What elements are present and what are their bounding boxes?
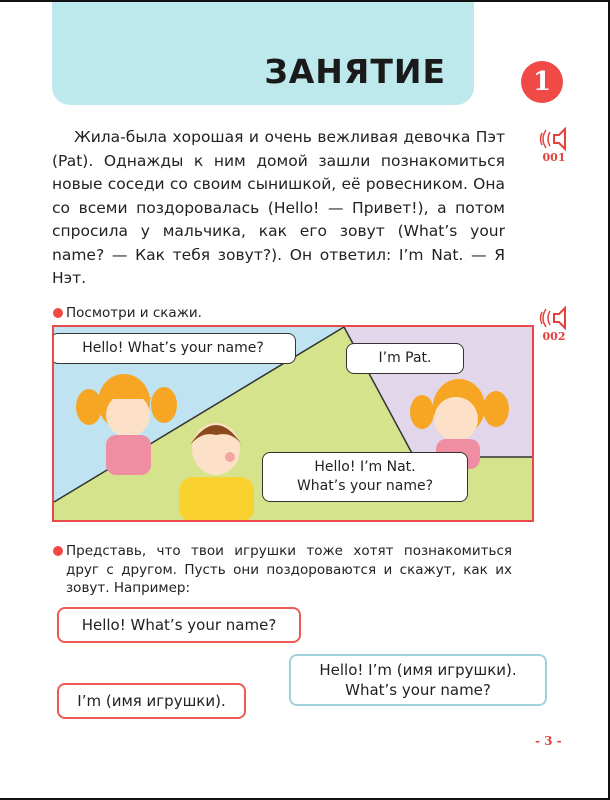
audio-button-002[interactable]: [534, 306, 574, 343]
speech-bubble: [52, 333, 296, 364]
bubble-text: Hello! I’m Nat.: [314, 459, 416, 475]
bubble-text: Hello! I’m (имя игрушки).: [319, 661, 517, 679]
bubble-text: I’m Pat.: [378, 350, 432, 366]
bubble-text: Hello! What’s your name?: [82, 340, 264, 356]
bubble-text: I’m (имя игрушки).: [77, 692, 226, 710]
bubble-text: Hello! What’s your name?: [81, 616, 277, 634]
lesson-header: [52, 0, 474, 105]
lesson-number-badge: 1: [521, 61, 563, 103]
speaker-icon: [539, 306, 569, 330]
audio-code: 002: [542, 330, 566, 343]
example-bubble: [57, 607, 301, 643]
speaker-icon: [539, 127, 569, 151]
story-text: Жила-была хорошая и очень вежливая девочка Пэт (Pat). Однажды к ним домой зашли познакомиться новые соседи со своим сынишкой, её ровесником. Она со всеми поздоровалась (Hello! — Привет!), а потом спросила у мальчика, как его зовут (What’s your name? — Как тебя зовут?). Он ответил: I’m Nat. — Я Нэт.: [52, 128, 505, 287]
lesson-title: ЗАНЯТИЕ: [264, 52, 446, 91]
example-bubble: [57, 683, 246, 719]
story-paragraph: [52, 126, 505, 291]
task-1-instruction: Посмотри и скажи.: [66, 305, 202, 321]
speech-bubble: [346, 343, 464, 374]
audio-code: 001: [542, 151, 566, 164]
speech-bubble: [262, 452, 468, 502]
comic-illustration: [52, 325, 534, 522]
audio-button-001[interactable]: [534, 127, 574, 164]
task-1: [52, 304, 492, 323]
page-number: - 3 -: [535, 734, 562, 748]
bubble-text: What’s your name?: [345, 681, 491, 699]
task-2: [52, 542, 512, 598]
task-2-instruction: Представь, что твои игрушки тоже хотят познакомиться друг с другом. Пусть они поздороваются и скажут, как их зовут. Например:: [66, 543, 512, 596]
bullet-icon: [53, 546, 63, 556]
bubble-text: What’s your name?: [296, 478, 434, 494]
bullet-icon: [53, 308, 63, 318]
example-bubble: [289, 654, 547, 706]
